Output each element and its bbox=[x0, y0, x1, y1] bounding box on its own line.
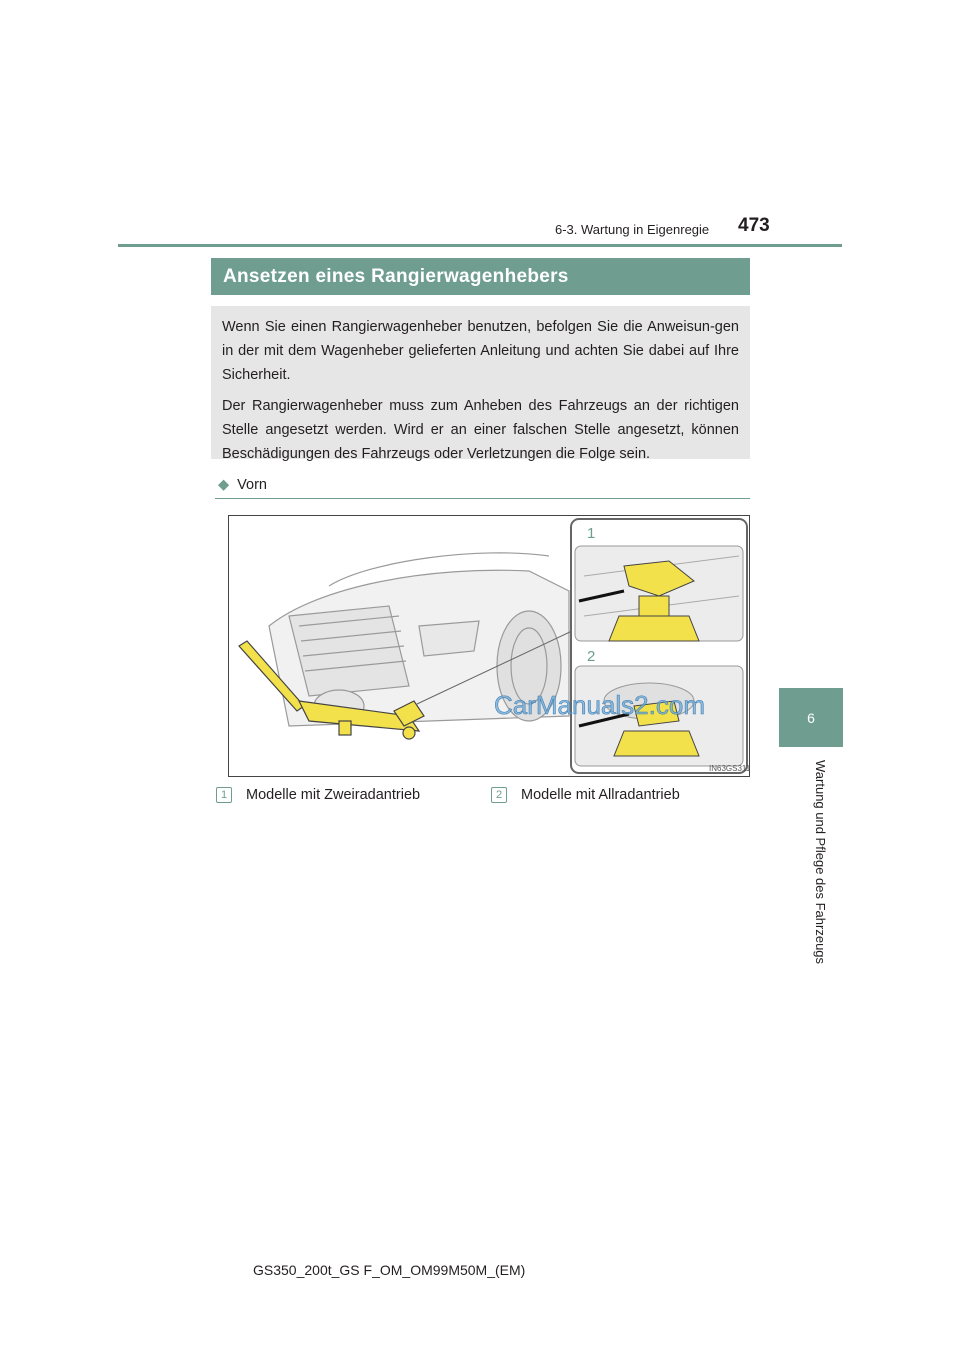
chapter-tab bbox=[779, 688, 843, 747]
intro-paragraph-2: Der Rangierwagenheber muss zum Anheben des Fahrzeugs an der richtigen Stelle angesetzt werden. Wird er an einer falschen Stelle angesetzt, können Beschädigungen des Fahrzeugs oder Verletzungen die Folge sein. bbox=[222, 398, 739, 462]
intro-paragraph-1: Wenn Sie einen Rangierwagenheber benutzen, befolgen Sie die Anweisun-gen in der mit dem Wagenheber gelieferten Anleitung und achten Sie dabei auf Ihre Sicherheit. bbox=[222, 319, 739, 383]
caption-text-1: Modelle mit Zweiradantrieb bbox=[246, 787, 421, 803]
caption-awd bbox=[491, 787, 680, 803]
jack-illustration bbox=[228, 515, 750, 777]
subheading-text: Vorn bbox=[237, 477, 267, 493]
callout-1: 1 bbox=[587, 525, 596, 542]
section-reference: 6-3. Wartung in Eigenregie bbox=[555, 222, 710, 237]
caption-2wd bbox=[216, 787, 420, 803]
document-footer: GS350_200t_GS F_OM_OM99M50M_(EM) bbox=[253, 1262, 526, 1278]
caption-text-2: Modelle mit Allradantrieb bbox=[521, 787, 680, 803]
inset-detail-2wd bbox=[575, 546, 743, 641]
section-title: Ansetzen eines Rangierwagenhebers bbox=[211, 258, 750, 295]
caption-number-2: 2 bbox=[491, 787, 507, 803]
chapter-number: 6 bbox=[807, 709, 815, 726]
intro-box bbox=[211, 306, 750, 462]
subheading bbox=[218, 477, 267, 493]
illustration-svg bbox=[229, 516, 749, 776]
diamond-bullet-icon: ◆ bbox=[218, 477, 230, 493]
image-code: IN63GS311 bbox=[709, 764, 749, 773]
subheading-rule bbox=[215, 498, 750, 499]
page-number: 473 bbox=[738, 215, 770, 236]
header-rule bbox=[118, 244, 842, 247]
callout-2: 2 bbox=[587, 648, 596, 665]
chapter-side-label: Wartung und Pflege des Fahrzeugs bbox=[813, 760, 828, 965]
watermark-text: CarManuals2.com bbox=[494, 690, 705, 720]
caption-number-1: 1 bbox=[216, 787, 232, 803]
